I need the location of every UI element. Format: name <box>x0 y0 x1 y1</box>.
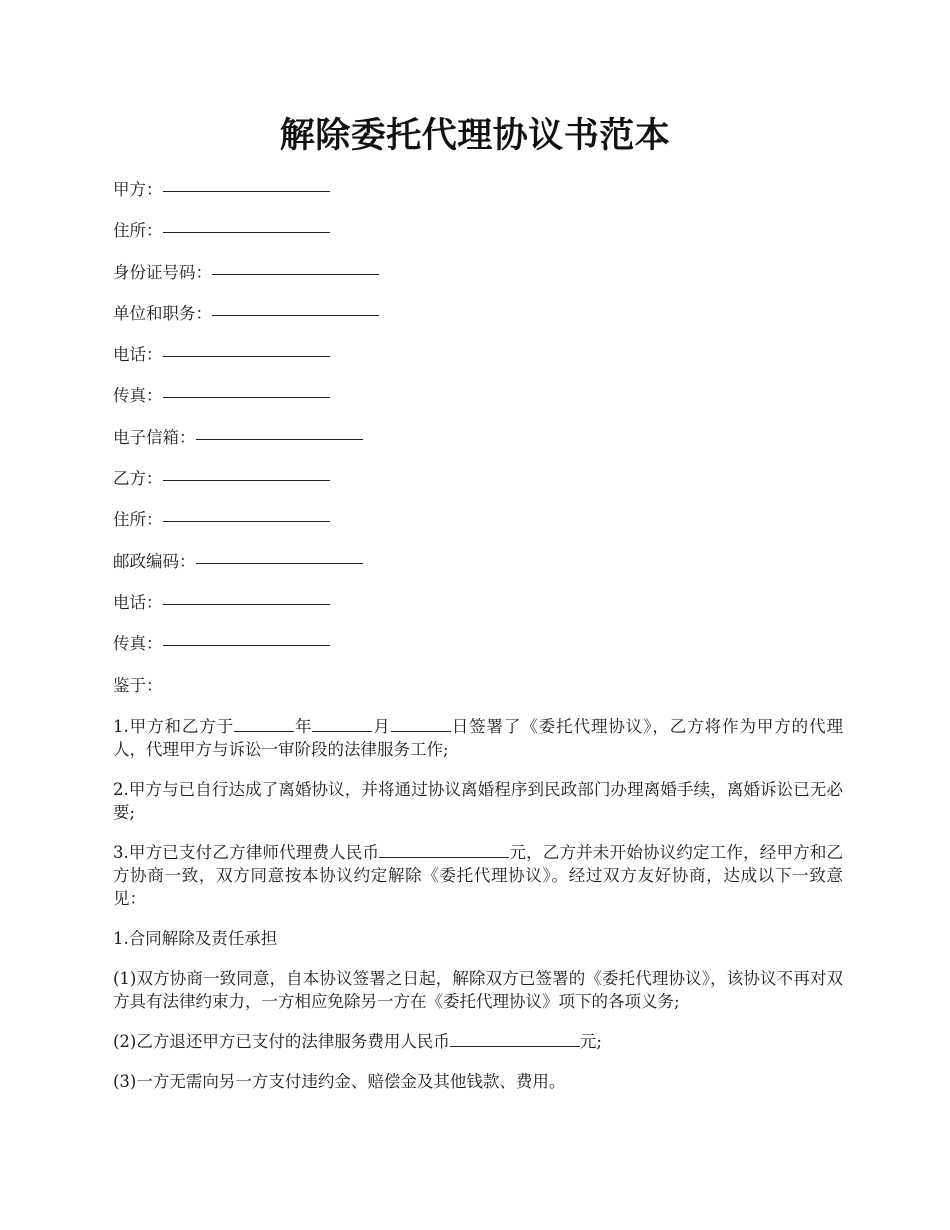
party-a-address-field <box>113 219 843 243</box>
party-b-phone-field <box>113 591 843 615</box>
amount-blank <box>379 842 509 858</box>
fill-in-blank <box>163 190 330 192</box>
field-label: 甲方： <box>113 180 163 199</box>
party-b-field <box>113 467 843 491</box>
clause-1 <box>113 715 843 761</box>
field-label: 电子信箱： <box>113 427 196 447</box>
party-a-fax-field <box>113 384 843 408</box>
fill-in-blank <box>163 355 330 357</box>
clause-text: 3.甲方已支付乙方律师代理费人民币 <box>113 842 380 862</box>
field-label: 住所： <box>113 510 163 530</box>
sub-clause-2 <box>113 1030 843 1053</box>
date-blank <box>234 716 294 732</box>
fill-in-blank <box>163 644 330 646</box>
document-title: 解除委托代理协议书范本 <box>279 115 671 156</box>
clause-2: 2.甲方与已自行达成了离婚协议，并将通过协议离婚程序到民政部门办理离婚手续，离婚诉讼已无必要; <box>113 779 843 822</box>
clause-text: 元; <box>579 1031 602 1051</box>
clause-text: 元，乙方并未开始协议约定工作，经甲方和乙方协商一致，双方同意按本协议约定解除《委托代理协议》。经过双方友好协商，达成以下一致意见： <box>113 842 843 908</box>
field-label: 身份证号码： <box>113 262 212 282</box>
field-label: 乙方： <box>113 469 163 489</box>
party-a-phone-field <box>113 343 843 367</box>
field-label: 电话： <box>113 592 163 612</box>
fill-in-blank <box>163 396 330 398</box>
date-blank <box>312 716 372 732</box>
clause-text: (2)乙方退还甲方已支付的法律服务费用人民币 <box>113 1031 450 1051</box>
fill-in-blank <box>196 562 363 564</box>
document-body <box>113 178 843 1110</box>
fill-in-blank <box>196 438 363 440</box>
field-label: 单位和职务： <box>113 303 212 323</box>
fill-in-blank <box>212 273 379 275</box>
fill-in-blank <box>163 603 330 605</box>
whereas-heading: 鉴于： <box>113 675 163 695</box>
clause-text: 1.甲方和乙方于 <box>113 716 235 736</box>
field-label: 电话： <box>113 345 163 365</box>
party-b-fax-field <box>113 632 843 656</box>
id-number-field <box>113 261 843 285</box>
fill-in-blank <box>212 314 379 316</box>
clause-3 <box>113 841 843 910</box>
sub-clause-1: (1)双方协商一致同意，自本协议签署之日起，解除双方已签署的《委托代理协议》，该协议不再对双方具有法律约束力，一方相应免除另一方在《委托代理协议》项下的各项义务; <box>113 968 843 1011</box>
employer-position-field <box>113 302 843 326</box>
fill-in-blank <box>163 479 330 481</box>
clause-text: 月 <box>372 716 391 736</box>
clause-text: 年 <box>294 716 313 736</box>
fill-in-blank <box>163 231 330 233</box>
fill-in-blank <box>163 520 330 522</box>
party-a-field <box>113 178 843 202</box>
email-field <box>113 426 843 450</box>
field-label: 传真： <box>113 634 163 654</box>
clause-text: 日签署了《委托代理协议》，乙方将作为甲方的代理人，代理甲方与诉讼一审阶段的法律服务工作; <box>113 716 844 759</box>
field-label: 邮政编码： <box>113 551 196 571</box>
postal-code-field <box>113 550 843 574</box>
party-b-address-field <box>113 508 843 532</box>
section-heading: 1.合同解除及责任承担 <box>113 928 278 948</box>
date-blank <box>391 716 451 732</box>
field-label: 传真： <box>113 386 163 406</box>
field-label: 住所： <box>113 221 163 241</box>
sub-clause-3: (3)一方无需向另一方支付违约金、赔偿金及其他钱款、费用。 <box>113 1071 566 1091</box>
amount-blank <box>450 1031 580 1047</box>
